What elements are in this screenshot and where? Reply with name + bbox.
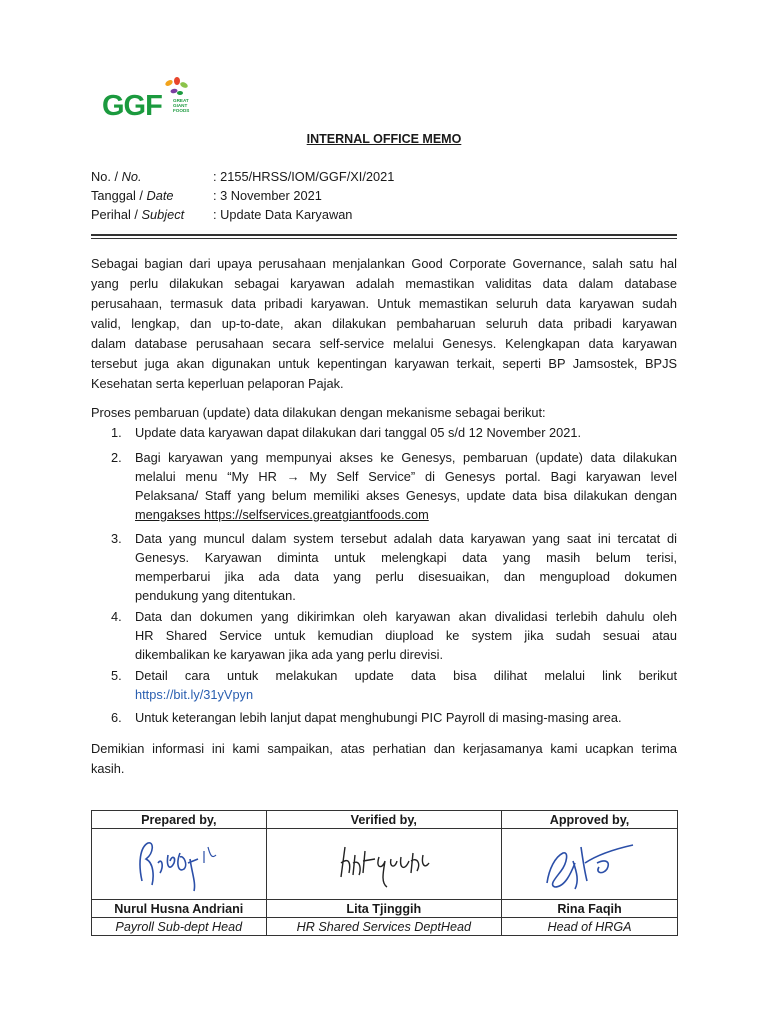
closing-paragraph <box>91 739 677 779</box>
text-line: Kesehatan serta keperluan pelaporan Pajak. <box>91 376 344 391</box>
signer-name: Rina Faqih <box>502 900 678 918</box>
signer-name: Lita Tjinggih <box>266 900 501 918</box>
text-line: HR Shared Service untuk kemudian diupload ke system jika sudah sesuai atau <box>135 628 677 643</box>
logo-wordmark: GGF <box>102 90 162 122</box>
text-line: memperbarui jika ada data yang perlu disesuaikan, dan mengupload dokumen <box>135 569 677 584</box>
list-number: 5. <box>111 668 122 683</box>
header-verified: Verified by, <box>266 811 501 829</box>
list-number: 2. <box>111 450 122 465</box>
signer-role: Head of HRGA <box>502 918 678 936</box>
text-line: tersebut juga akan digunakan untuk kepentingan karyawan terkait, seperti BP Jamsostek, BPJS <box>91 356 677 371</box>
text-line: Data dan dokumen yang dikirimkan oleh karyawan akan divalidasi terlebih dahulu oleh <box>135 609 677 624</box>
signer-role: Payroll Sub-dept Head <box>92 918 267 936</box>
text-line: Update data karyawan dapat dilakukan dari tanggal 05 s/d 12 November 2021. <box>135 425 582 440</box>
meta-label: No. / No. <box>91 169 142 184</box>
text-line: Data yang muncul dalam system tersebut adalah data karyawan yang saat ini tercatat di <box>135 531 677 546</box>
signature-cell <box>502 829 678 900</box>
list-number: 4. <box>111 609 122 624</box>
meta-row-date <box>91 188 322 203</box>
signature-image <box>124 833 234 895</box>
text-line: pendukung yang ditentukan. <box>135 588 296 603</box>
leaves-icon <box>160 76 190 100</box>
list-number: 1. <box>111 425 122 440</box>
text-line: Sebagai bagian dari upaya perusahaan menjalankan Good Corporate Governance, salah satu hal <box>91 256 677 271</box>
signature-cell <box>266 829 501 900</box>
meta-label: Tanggal / Date <box>91 188 174 203</box>
meta-value: : Update Data Karyawan <box>213 207 353 222</box>
logo-subtext: GREAT GIANT FOODS <box>173 98 190 113</box>
selfservice-link[interactable]: mengakses https://selfservices.greatgiantfoods.com <box>135 507 429 522</box>
memo-title: INTERNAL OFFICE MEMO <box>306 132 462 146</box>
ggf-logo <box>100 76 200 126</box>
header-prepared: Prepared by, <box>92 811 267 829</box>
divider <box>91 238 677 239</box>
signer-role: HR Shared Services DeptHead <box>266 918 501 936</box>
signature-image <box>525 833 655 895</box>
text-line: dikembalikan ke karyawan jika ada yang perlu direvisi. <box>135 647 443 662</box>
text-line: Genesys. Karyawan diminta untuk melengkapi data yang masih belum terisi, <box>135 550 677 565</box>
text-line: Untuk keterangan lebih lanjut dapat menghubungi PIC Payroll di masing-masing area. <box>135 710 622 725</box>
meta-row-subject <box>91 207 352 222</box>
bitly-link[interactable]: https://bit.ly/31yVpyn <box>135 687 254 702</box>
list-number: 3. <box>111 531 122 546</box>
text-line: valid, lengkap, dan up-to-date, akan dilakukan pembaharuan seluruh data pribadi karyawan <box>91 316 677 331</box>
signature-image <box>329 833 439 895</box>
signature-table <box>91 810 678 936</box>
text-line: kasih. <box>91 761 125 776</box>
divider <box>91 234 677 236</box>
signer-name: Nurul Husna Andriani <box>92 900 267 918</box>
meta-row-number <box>91 169 394 184</box>
text-line: dalam database perusahaan secara self-service melalui Genesys. Kelengkapan data karyawan <box>91 336 677 351</box>
text-line: perusahaan, termasuk data pribadi karyawan. Untuk memastikan seluruh data karyawan sudah <box>91 296 677 311</box>
meta-value: : 2155/HRSS/IOM/GGF/XI/2021 <box>213 169 395 184</box>
meta-value: : 3 November 2021 <box>213 188 322 203</box>
process-intro <box>91 403 677 423</box>
signature-cell <box>92 829 267 900</box>
text-line: Demikian informasi ini kami sampaikan, atas perhatian dan kerjasamanya kami ucapkan terima <box>91 741 677 756</box>
text-line: yang perlu dilakukan sebagai karyawan adalah memastikan validitas data dalam database <box>91 276 677 291</box>
list-number: 6. <box>111 710 122 725</box>
intro-paragraph <box>91 254 677 394</box>
text-line: melalui menu “My HR → My Self Service” di Genesys portal. Bagi karyawan level <box>135 469 677 484</box>
header-approved: Approved by, <box>502 811 678 829</box>
text-line: Detail cara untuk melakukan update data bisa dilihat melalui link berikut <box>135 668 677 683</box>
text-line: Proses pembaruan (update) data dilakukan dengan mekanisme sebagai berikut: <box>91 405 546 420</box>
meta-label: Perihal / Subject <box>91 207 185 222</box>
text-line: Pelaksana/ Staff yang belum memiliki akses Genesys, update data bisa dilakukan dengan <box>135 488 677 503</box>
text-line: Bagi karyawan yang mempunyai akses ke Genesys, pembaruan (update) data dilakukan <box>135 450 677 465</box>
